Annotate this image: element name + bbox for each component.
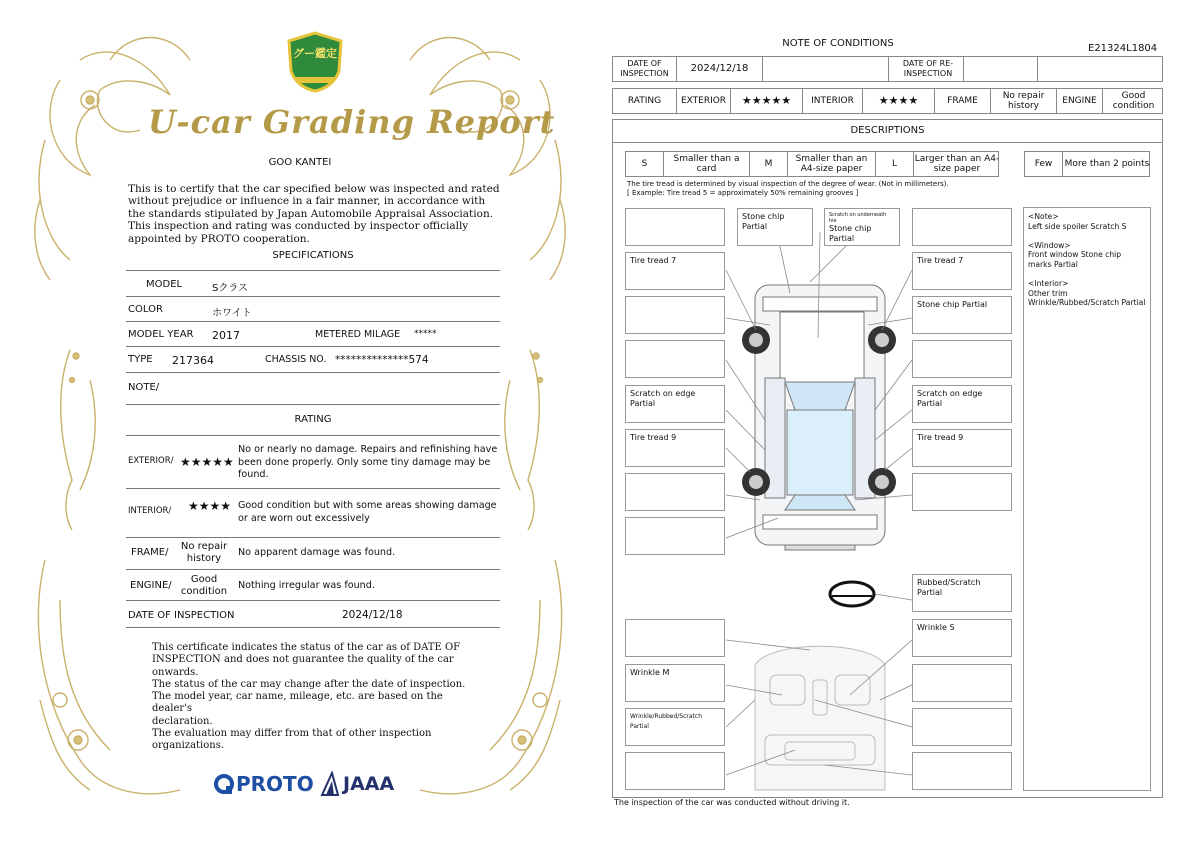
badge-text: グー鑑定: [293, 47, 337, 60]
report-title: U-car Grading Report: [148, 103, 556, 141]
certificate-disclaimer: [152, 642, 482, 753]
note-box: [912, 473, 1012, 511]
disclaimer-line: The model year, car name, mileage, etc. are based on the dealer's: [152, 691, 443, 715]
certification-statement: This is to certify that the car specified below was inspected and rated without prejudice or influence in a fair manner, in accordance with the standards stipulated by Japan Automobile Appraisal Association. This inspection and rating was conducted by inspector officially appointed by PROTO cooperation.: [128, 183, 500, 245]
inspection-date-label: DATE OF INSPECTION: [128, 610, 235, 621]
proto-mark-icon: [213, 773, 235, 795]
type-value: 217364: [172, 354, 214, 367]
model-year-value: 2017: [212, 329, 240, 342]
color-label: COLOR: [128, 304, 163, 315]
note-text: Tire tread 7: [630, 256, 677, 265]
jaaa-logo: [320, 770, 394, 798]
size-l-label: L: [876, 152, 914, 176]
jaaa-wordmark: JAAA: [343, 773, 395, 795]
note-of-conditions: [600, 0, 1200, 848]
note-box: [625, 208, 725, 246]
note-text: Scratch on edge Partial: [630, 389, 696, 408]
jaaa-mark-icon: [320, 771, 340, 797]
inspection-date-value: 2024/12/18: [677, 57, 763, 81]
proto-wordmark: PROTO: [236, 772, 314, 796]
inspection-footer-note: The inspection of the car was conducted without driving it.: [614, 798, 850, 807]
note-text: Stone chip Partial: [829, 224, 872, 243]
frame-value: No repair history: [180, 541, 228, 564]
frame-value: No repair history: [991, 89, 1057, 113]
note-box: [625, 296, 725, 334]
interior-label: INTERIOR: [803, 89, 863, 113]
note-box: [625, 517, 725, 555]
reinspection-date-label: DATE OF RE-INSPECTION: [893, 57, 964, 81]
report-subtitle: GOO KANTEI: [268, 157, 332, 168]
note-box-right-scratch: [912, 385, 1012, 423]
specifications-heading: SPECIFICATIONS: [272, 250, 354, 261]
descriptions-heading: DESCRIPTIONS: [612, 119, 1163, 143]
mileage-label: METERED MILAGE: [315, 329, 401, 340]
size-l-description: Larger than an A4-size paper: [914, 154, 1000, 174]
note-box: [625, 473, 725, 511]
disclaimer-line: The status of the car may change after the date of inspection.: [152, 678, 466, 690]
exterior-stars: ★★★★★: [180, 455, 234, 469]
note-box: [912, 708, 1012, 746]
exterior-label: EXTERIOR/: [128, 456, 174, 466]
note-box-stone-chip: [737, 208, 813, 246]
tire-note-line: The tire tread is determined by visual inspection of the degree of wear. (Not in millimeters).: [627, 180, 949, 188]
disclaimer-line: INSPECTION and does not guarantee the quality of the car onwards.: [152, 654, 454, 678]
inspection-date-value: 2024/12/18: [342, 609, 403, 621]
few-label: Few: [1025, 152, 1063, 176]
proto-logo: [213, 770, 314, 798]
note-text: Wrinkle M: [630, 668, 670, 677]
note-box-wrinkle-m: [625, 664, 725, 702]
interior-stars: ★★★★: [863, 89, 935, 113]
steering-wheel-icon: [830, 582, 874, 606]
exterior-description: No or nearly no damage. Repairs and refinishing have been done properly. Only some tiny damage may be found.: [238, 444, 498, 481]
note-box: [912, 340, 1012, 378]
note-box-left-scratch: [625, 385, 725, 423]
note-text: Rubbed/Scratch Partial: [917, 578, 981, 597]
note-box-steering: [912, 574, 1012, 612]
side-notes: <Note> Left side spoiler Scratch S <Window> Front window Stone chip marks Partial <Interior> Other trim Wrinkle/Rubbed/Scratch Partial: [1023, 207, 1151, 791]
note-text: Wrinkle/Rubbed/Scratch Partial: [630, 713, 702, 730]
tire-note-line: [ Example: Tire tread 5 = approximately 50% remaining grooves ]: [627, 189, 859, 197]
report-code: E21324L1804: [1088, 43, 1158, 54]
size-m-label: M: [750, 152, 788, 176]
note-text: Tire tread 7: [917, 256, 964, 265]
rating-label: RATING: [613, 89, 677, 113]
goo-kantei-badge: [285, 31, 345, 93]
note-text: Stone chip Partial: [742, 212, 785, 231]
model-value: Sクラス: [212, 283, 249, 294]
car-exterior-outline: [755, 285, 885, 550]
note-box-right-stone-chip: [912, 296, 1012, 334]
conditions-title: NOTE OF CONDITIONS: [782, 38, 894, 49]
inspection-date-label: DATE OF INSPECTION: [613, 57, 677, 81]
note-box: [625, 619, 725, 657]
disclaimer-line: This certificate indicates the status of the car as of DATE OF: [152, 642, 461, 653]
engine-label: ENGINE: [1057, 89, 1103, 113]
interior-stars: ★★★★: [188, 499, 232, 513]
chassis-label: CHASSIS NO.: [265, 354, 327, 365]
exterior-label: EXTERIOR: [677, 89, 731, 113]
frame-label: FRAME/: [131, 547, 169, 558]
engine-description: Nothing irregular was found.: [238, 580, 375, 591]
disclaimer-line: declaration.: [152, 715, 213, 727]
engine-label: ENGINE/: [130, 580, 172, 591]
engine-value: Good condition: [1112, 91, 1155, 111]
size-s-label: S: [626, 152, 664, 176]
note-box: [625, 752, 725, 790]
note-text: Tire tread 9: [917, 433, 964, 442]
note-box: [912, 208, 1012, 246]
note-text: Wrinkle S: [917, 623, 955, 632]
type-label: TYPE: [128, 354, 153, 365]
size-s-description: Smaller than a card: [664, 152, 750, 176]
exterior-stars: ★★★★★: [731, 89, 803, 113]
car-interior-outline: [755, 646, 885, 790]
note-text: Scratch on edge Partial: [917, 389, 983, 408]
rating-heading: RATING: [294, 414, 332, 425]
note-box-right-front-tire: [912, 252, 1012, 290]
note-text: Tire tread 9: [630, 433, 677, 442]
note-small-text: Scratch on underneath hie: [829, 212, 887, 224]
note-box: [912, 752, 1012, 790]
note-box-wrinkle-rubbed: [625, 708, 725, 746]
interior-label: INTERIOR/: [128, 506, 172, 516]
mileage-value: *****: [414, 329, 437, 339]
chassis-value: **************574: [335, 354, 429, 366]
note-box-left-front-tire: [625, 252, 725, 290]
note-box-right-rear-tire: [912, 429, 1012, 467]
engine-value: Good condition: [180, 574, 228, 597]
note-box: [912, 664, 1012, 702]
note-label: NOTE/: [128, 382, 160, 393]
frame-label: FRAME: [935, 89, 991, 113]
note-box-left-rear-tire: [625, 429, 725, 467]
frame-description: No apparent damage was found.: [238, 547, 396, 558]
note-box-wrinkle-s: [912, 619, 1012, 657]
few-description: More than 2 points: [1064, 159, 1150, 169]
model-label: MODEL: [146, 279, 183, 290]
note-text: Stone chip Partial: [917, 300, 988, 309]
color-value: ホワイト: [212, 308, 252, 319]
note-box-underneath: [824, 208, 900, 246]
disclaimer-line: The evaluation may differ from that of other inspection organizations.: [152, 728, 432, 752]
size-m-description: Smaller than an A4-size paper: [788, 152, 876, 176]
model-year-label: MODEL YEAR: [128, 329, 194, 340]
note-box: [625, 340, 725, 378]
interior-description: Good condition but with some areas showing damage or are worn out excessively: [238, 500, 497, 524]
